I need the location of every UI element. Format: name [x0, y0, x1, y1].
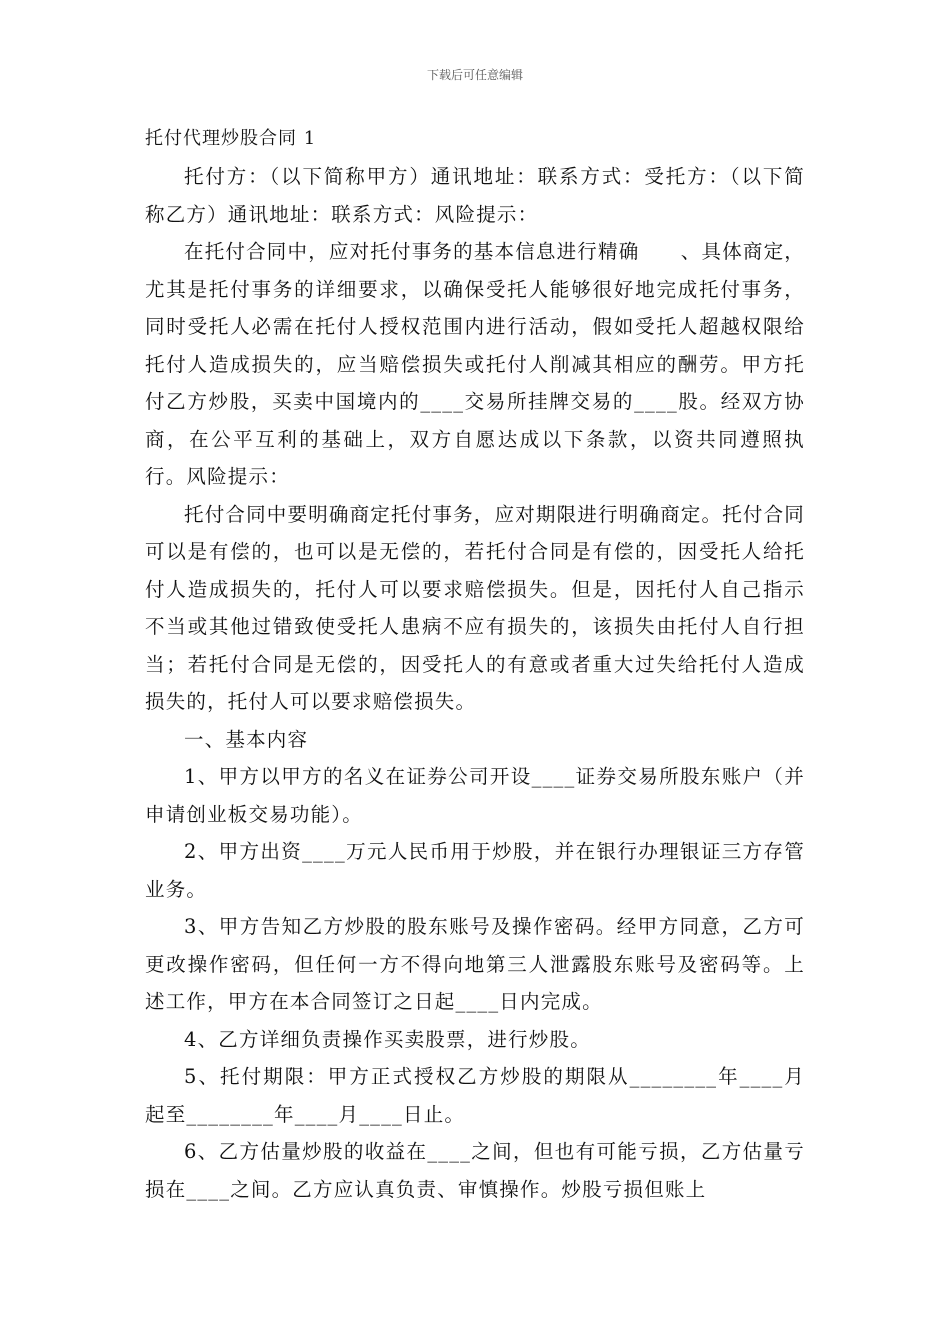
clause-1: 1、甲方以甲方的名义在证券公司开设____证券交易所股东账户（并申请创业板交易功能）。 [145, 765, 805, 826]
paragraph-risk: 托付合同中要明确商定托付事务，应对期限进行明确商定。托付合同可以是有偿的，也可以是无偿的，若托付合同是有偿的，因受托人给托付人造成损失的，托付人可以要求赔偿损失。但是，因托付人自己指示不当或其他过错致使受托人患病不应有损失的，该损失由托付人自行担当；若托付合同是无偿的，因受托人的有意或者重大过失给托付人造成损失的，托付人可以要求赔偿损失。 [145, 502, 806, 713]
page-header: 下载后可任意编辑 [426, 68, 523, 82]
document-body [145, 158, 805, 1208]
clause-5: 5、托付期限：甲方正式授权乙方炒股的期限从________年____月起至________年____月____日止。 [145, 1065, 805, 1126]
paragraph-intro: 在托付合同中，应对托付事务的基本信息进行精确 、具体商定，尤其是托付事务的详细要求，以确保受托人能够很好地完成托付事务，同时受托人必需在托付人授权范围内进行活动，假如受托人超越权限给托付人造成损失的，应当赔偿损失或托付人削减其相应的酬劳。甲方托付乙方炒股，买卖中国境内的____交易所挂牌交易的____股。经双方协商，在公平互利的基础上，双方自愿达成以下条款，以资共同遵照执行。风险提示： [145, 240, 806, 488]
clause-3: 3、甲方告知乙方炒股的股东账号及操作密码。经甲方同意，乙方可更改操作密码，但任何一方不得向地第三人泄露股东账号及密码等。上述工作，甲方在本合同签订之日起____日内完成。 [145, 915, 805, 1013]
paragraph-parties: 托付方：（以下简称甲方）通讯地址：联系方式：受托方：（以下简称乙方）通讯地址：联系方式：风险提示： [145, 165, 805, 226]
clause-2: 2、甲方出资____万元人民币用于炒股，并在银行办理银证三方存管业务。 [145, 840, 805, 901]
section-heading: 一、基本内容 [184, 727, 309, 751]
clause-4: 4、乙方详细负责操作买卖股票，进行炒股。 [184, 1027, 591, 1051]
document-title: 托付代理炒股合同 1 [145, 128, 317, 149]
clause-6: 6、乙方估量炒股的收益在____之间，但也有可能亏损，乙方估量亏损在____之间。乙方应认真负责、审慎操作。炒股亏损但账上 [145, 1140, 805, 1201]
